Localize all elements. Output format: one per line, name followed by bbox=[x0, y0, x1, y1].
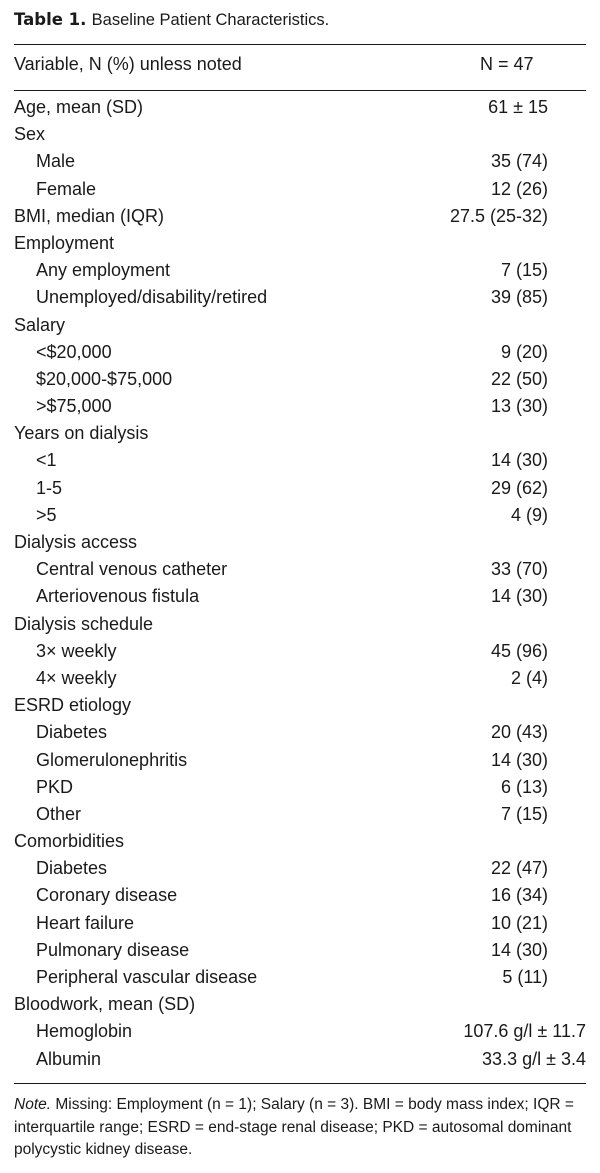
table-row bbox=[14, 774, 586, 801]
table-row bbox=[14, 665, 586, 692]
row-value: 2 (4) bbox=[510, 667, 548, 688]
table-row bbox=[14, 910, 586, 937]
table-group-row bbox=[14, 828, 586, 855]
header-rule bbox=[14, 90, 586, 91]
row-value: 14 (30) bbox=[490, 749, 548, 770]
row-value: 16 (34) bbox=[490, 885, 548, 906]
row-value: 35 (74) bbox=[490, 151, 548, 172]
table-row bbox=[14, 257, 586, 284]
row-label: 1-5 bbox=[36, 477, 63, 498]
table-group-row bbox=[14, 420, 586, 447]
row-value: 12 (26) bbox=[490, 178, 548, 199]
row-label: Employment bbox=[14, 232, 115, 253]
table-row bbox=[14, 393, 586, 420]
row-value: 13 (30) bbox=[490, 396, 548, 417]
table-row bbox=[14, 176, 586, 203]
row-label: $20,000-$75,000 bbox=[36, 368, 173, 389]
row-value: 45 (96) bbox=[490, 640, 548, 661]
table-row bbox=[14, 719, 586, 746]
row-value: 6 (13) bbox=[500, 776, 548, 797]
table-note bbox=[14, 1094, 586, 1162]
row-label: Arteriovenous fistula bbox=[36, 586, 200, 607]
table-group-row bbox=[14, 121, 586, 148]
table-label: Table 1. bbox=[14, 10, 87, 29]
table-row bbox=[14, 1018, 586, 1045]
table-caption bbox=[14, 10, 329, 30]
row-value: 5 (11) bbox=[502, 967, 548, 987]
row-label: Any employment bbox=[36, 260, 171, 281]
table-row bbox=[14, 366, 586, 393]
table-header-row bbox=[14, 54, 586, 80]
table-row bbox=[14, 148, 586, 175]
table-row bbox=[14, 882, 586, 909]
row-label: <1 bbox=[36, 450, 57, 471]
row-value: 20 (43) bbox=[490, 722, 548, 743]
row-label: Male bbox=[36, 151, 76, 172]
row-label: Unemployed/disability/retired bbox=[36, 287, 268, 308]
row-label: Peripheral vascular disease bbox=[36, 967, 258, 987]
table-row bbox=[14, 583, 586, 610]
row-label: Years on dialysis bbox=[14, 423, 149, 444]
row-label: PKD bbox=[36, 776, 74, 797]
header-variable: Variable, N (%) unless noted bbox=[14, 54, 242, 74]
row-label: Albumin bbox=[36, 1048, 102, 1069]
row-value: 7 (15) bbox=[500, 260, 548, 281]
table-row bbox=[14, 1046, 586, 1073]
table-row bbox=[14, 284, 586, 311]
row-value: 14 (30) bbox=[490, 586, 548, 607]
table-group-row bbox=[14, 611, 586, 638]
row-value: 22 (47) bbox=[490, 858, 548, 879]
row-label: Comorbidities bbox=[14, 831, 125, 852]
table-group-row bbox=[14, 529, 586, 556]
row-value: 33.3 g/l ± 3.4 bbox=[482, 1048, 586, 1069]
row-label: >$75,000 bbox=[36, 396, 112, 417]
table-group-row bbox=[14, 230, 586, 257]
row-value: 27.5 (25-32) bbox=[449, 205, 548, 226]
row-label: Salary bbox=[14, 314, 66, 335]
row-label: 3× weekly bbox=[36, 640, 117, 661]
row-value: 14 (30) bbox=[490, 450, 548, 471]
row-label: Coronary disease bbox=[36, 885, 178, 906]
row-label: BMI, median (IQR) bbox=[14, 205, 165, 226]
table-row bbox=[14, 638, 586, 665]
table-body bbox=[14, 94, 586, 1073]
row-value: 39 (85) bbox=[490, 287, 548, 308]
row-value: 29 (62) bbox=[490, 477, 548, 498]
table-group-row bbox=[14, 312, 586, 339]
row-label: Glomerulonephritis bbox=[36, 749, 188, 770]
row-value: 4 (9) bbox=[510, 504, 548, 525]
header-value: N = 47 bbox=[480, 54, 534, 74]
row-label: Dialysis access bbox=[14, 532, 138, 552]
table-group-row bbox=[14, 203, 586, 230]
row-label: Diabetes bbox=[36, 858, 108, 879]
row-label: Female bbox=[36, 178, 97, 199]
table-group-row bbox=[14, 94, 586, 121]
table-row bbox=[14, 447, 586, 474]
note-lead: Note. bbox=[14, 1096, 52, 1113]
bottom-rule bbox=[14, 1083, 586, 1084]
table-row bbox=[14, 747, 586, 774]
table-row bbox=[14, 801, 586, 828]
table-row bbox=[14, 475, 586, 502]
table-row bbox=[14, 964, 586, 991]
table-row bbox=[14, 855, 586, 882]
table-group-row bbox=[14, 991, 586, 1018]
table-row bbox=[14, 556, 586, 583]
table-row bbox=[14, 937, 586, 964]
table-row bbox=[14, 339, 586, 366]
row-label: Other bbox=[36, 803, 82, 824]
row-label: <$20,000 bbox=[36, 341, 112, 362]
row-label: Bloodwork, mean (SD) bbox=[14, 994, 196, 1015]
row-label: Pulmonary disease bbox=[36, 939, 190, 960]
row-label: >5 bbox=[36, 504, 57, 525]
top-rule bbox=[14, 44, 586, 45]
row-value: 10 (21) bbox=[490, 912, 548, 933]
table-title: Baseline Patient Characteristics. bbox=[91, 11, 330, 29]
row-value: 107.6 g/l ± 11.7 bbox=[463, 1021, 586, 1042]
row-value: 9 (20) bbox=[500, 341, 548, 362]
row-label: Hemoglobin bbox=[36, 1021, 133, 1042]
note-text: Missing: Employment (n = 1); Salary (n = 3). BMI = body mass index; IQR = interquartile range; ESRD = end-stage renal disease; PKD = autosomal dominant polycystic kidney disease. bbox=[14, 1096, 574, 1158]
table-group-row bbox=[14, 692, 586, 719]
row-label: ESRD etiology bbox=[14, 695, 132, 716]
row-value: 7 (15) bbox=[500, 803, 548, 824]
row-value: 14 (30) bbox=[490, 939, 548, 960]
row-label: Dialysis schedule bbox=[14, 613, 154, 634]
row-label: 4× weekly bbox=[36, 667, 117, 688]
table-row bbox=[14, 502, 586, 529]
row-label: Age, mean (SD) bbox=[14, 97, 144, 117]
row-value: 22 (50) bbox=[490, 368, 548, 389]
row-label: Heart failure bbox=[36, 912, 135, 933]
row-value: 61 ± 15 bbox=[488, 97, 548, 117]
row-label: Diabetes bbox=[36, 722, 108, 743]
row-label: Sex bbox=[14, 124, 46, 145]
row-label: Central venous catheter bbox=[36, 559, 228, 580]
row-value: 33 (70) bbox=[490, 559, 548, 580]
